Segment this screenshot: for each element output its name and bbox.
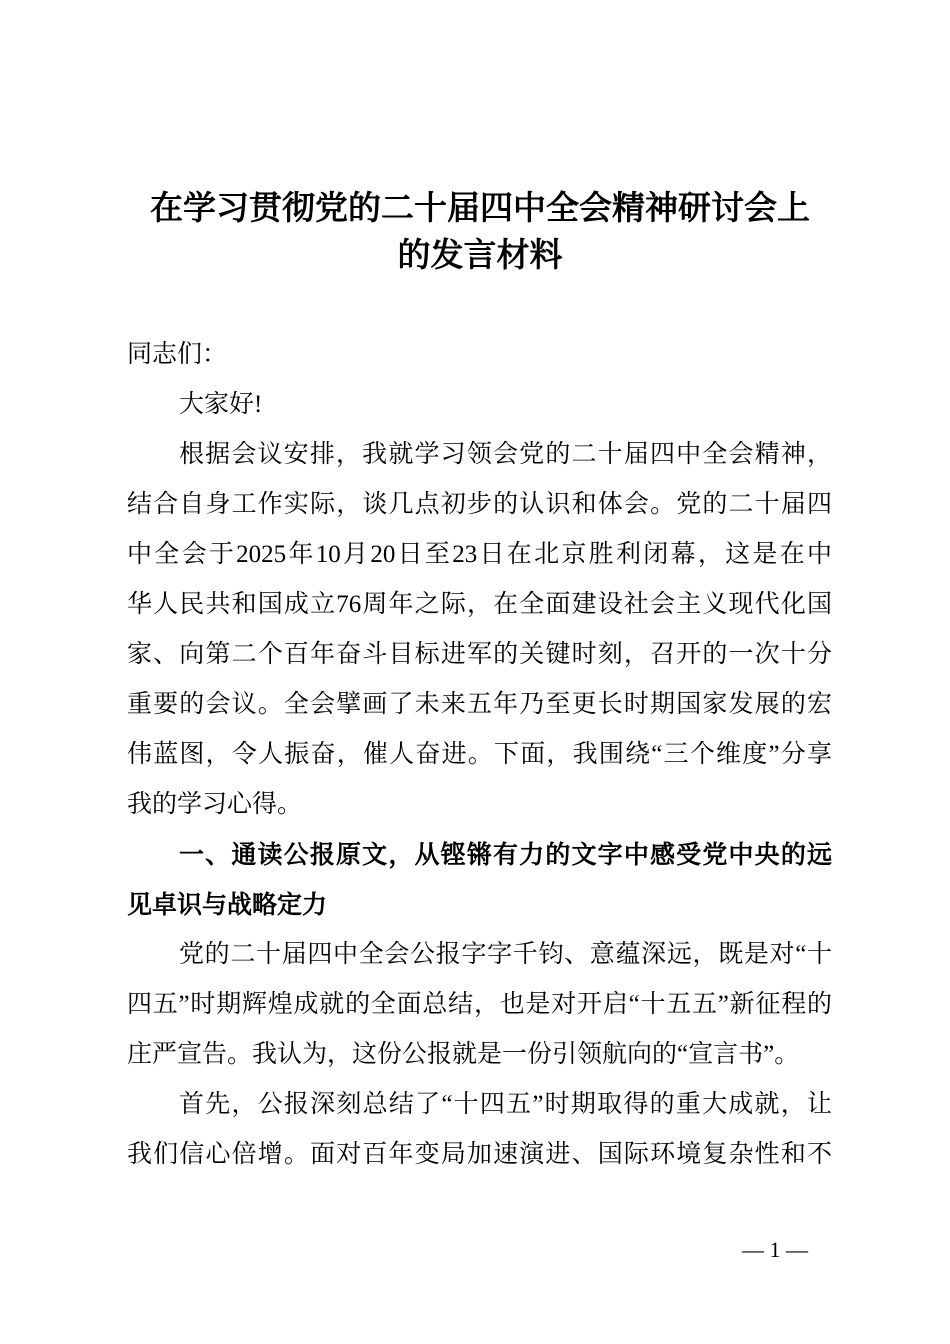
text-line: 华人民共和国成立76周年之际，在全面建设社会主义现代化国 [127,591,832,618]
title-line: 在学习贯彻党的二十届四中全会精神研讨会上 [150,188,810,227]
section-heading [127,830,832,930]
document-body [127,330,832,1180]
text-line: 见卓识与战略定力 [127,890,328,919]
text-line: 四五”时期辉煌成就的全面总结，也是对开启“十五五”新征程的 [127,991,832,1018]
text-line: 一、通读公报原文，从铿锵有力的文字中感受党中央的远 [179,840,832,869]
text-line: 我的学习心得。 [127,791,303,818]
document-title [110,184,850,278]
paragraph [127,930,832,1080]
text-line: 家、向第二个百年奋斗目标进军的关键时刻，召开的一次十分 [127,641,832,668]
text-line: 首先，公报深刻总结了“十四五”时期取得的重大成就，让 [179,1091,832,1118]
text-line: 我们信心倍增。面对百年变局加速演进、国际环境复杂性和不 [127,1141,832,1168]
title-line: 的发言材料 [397,235,563,274]
paragraphs [127,430,832,1180]
text-line: 重要的会议。全会擘画了未来五年乃至更长时期国家发展的宏 [127,691,832,718]
salutation: 同志们： [127,341,228,368]
paragraph [127,1080,832,1180]
page-number: — 1 — [742,1237,808,1262]
greeting: 大家好! [179,391,263,418]
text-line: 党的二十届四中全会公报字字千钧、意蕴深远，既是对“十 [179,941,832,968]
text-line: 中全会于2025年10月20日至23日在北京胜利闭幕，这是在中 [127,541,832,568]
text-line: 庄严宣告。我认为，这份公报就是一份引领航向的“宣言书”。 [127,1041,800,1068]
text-line: 结合自身工作实际，谈几点初步的认识和体会。党的二十届四 [127,491,832,518]
text-line: 伟蓝图，令人振奋，催人奋进。下面，我围绕“三个维度”分享 [127,741,832,768]
paragraph [127,430,832,830]
text-line: 根据会议安排，我就学习领会党的二十届四中全会精神， [179,441,832,468]
